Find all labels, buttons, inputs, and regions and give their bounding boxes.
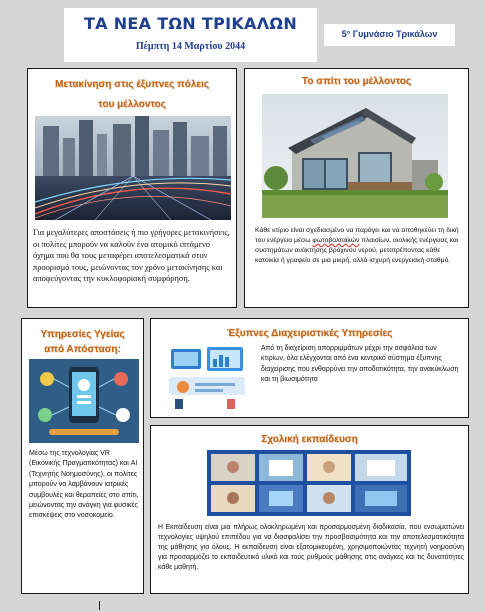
article-education-body: Η Εκπαίδευση είναι μια πλήρως ολοκληρωμένη και προσαρμοσμένη διαδικασία, που ενσωματώνει τεχνολογίες υψηλού επιπέδου για να διασφαλίσει την προσβασιμότητα και την αποτελεσματικότητα της μάθησης για όλους. Η εκπαίδευση είναι εξατομικευμένη, χρησιμοποιώντας τεχνητή νοημοσύνη για προσαρμόζει το εκπαιδευτικό υλικό και τους ρυθμούς μάθησης στις ανάγκες και τις δυνατότητες κάθε μαθητή. [158, 524, 464, 571]
article-health-body: Μέσω της τεχνολογίας VR (Εικονικής Πραγματικότητας) και AI (Τεχνητής Νοημοσύνης), οι πολίτες μπορούν να λαμβάνουν ιατρικές συμβουλές και θεραπείες στο σπίτι, μειώνοντας την ανάγκη για φυσικές επισκέψεις στο νοσοκομείο. [29, 450, 139, 520]
article-mobility-body: Για μεγαλύτερες αποστάσεις ή πιο γρήγορες μετακινήσεις, οι πολίτες μπορούν να καλούν ένα ατομικό ιπτάμενο όχημα που θα τους μεταφέρει αποτελεσματικά στον προορισμό τους, μειώνοντας τον χρόνο μετακίνησης και αποφεύγοντας την κυκλοφοριακή συμφόρηση. [33, 228, 230, 284]
school-name: 5° Γυμνάσιο Τρικάλων [341, 29, 438, 39]
text-cursor [99, 601, 100, 610]
masthead [64, 8, 317, 62]
article-smart-management [150, 318, 469, 418]
issue-date: Πέμπτη 14 Μαρτίου 2044 [135, 41, 246, 52]
article-mobility-title: Μετακίνηση στις έξυπνες πόλεις του μέλλοντος [55, 79, 209, 110]
article-smart-management-title: Έξυπνες Διαχειριστικές Υπηρεσίες [226, 328, 393, 339]
spellcheck-underlined-word: φωτοβολταϊκών [312, 237, 360, 244]
telehealth-illustration [29, 359, 139, 443]
eco-house-image [262, 94, 448, 218]
newspaper-title: ΤΑ ΝΕΑ ΤΩΝ ΤΡΙΚΑΛΩΝ [83, 14, 298, 33]
article-house [244, 68, 469, 308]
article-smart-management-body: Από τη διαχείριση απορριμμάτων μέχρι την ασφάλεια των κτιρίων, όλα ελέγχονται από ένα κεντρικό σύστημα έξυπνης διαχείρισης που ενθαρρύνει την αποδοτικότητα, την ανακύκλωση και τη βιωσιμότητα [261, 345, 459, 384]
article-health [21, 318, 144, 594]
futuristic-city-highway-image [35, 116, 231, 220]
article-health-title: Υπηρεσίες Υγείας από Απόσταση: [40, 329, 125, 355]
article-education [150, 425, 469, 594]
school-label [324, 24, 455, 46]
smart-management-illustration [161, 343, 253, 409]
article-education-title: Σχολική εκπαίδευση [261, 434, 358, 445]
article-house-title: Το σπίτι του μέλλοντος [301, 76, 412, 87]
article-house-body: Κάθε κτίριο είναι σχεδιασμένο να παράγει και να αποθηκεύει τη δική του ενέργεια μέσω φωτοβολταϊκών πλαισίων, αιολικής ενέργειας και συστημάτων ανάκτησης βρόχινου νερού, μετατρέποντας κάθε κατοικία ή γραφείο σε μια μικρή, αλλά ισχυρή ενεργειακή σταθμό. [255, 227, 459, 264]
article-mobility [27, 68, 237, 308]
digital-education-collage [207, 450, 411, 516]
